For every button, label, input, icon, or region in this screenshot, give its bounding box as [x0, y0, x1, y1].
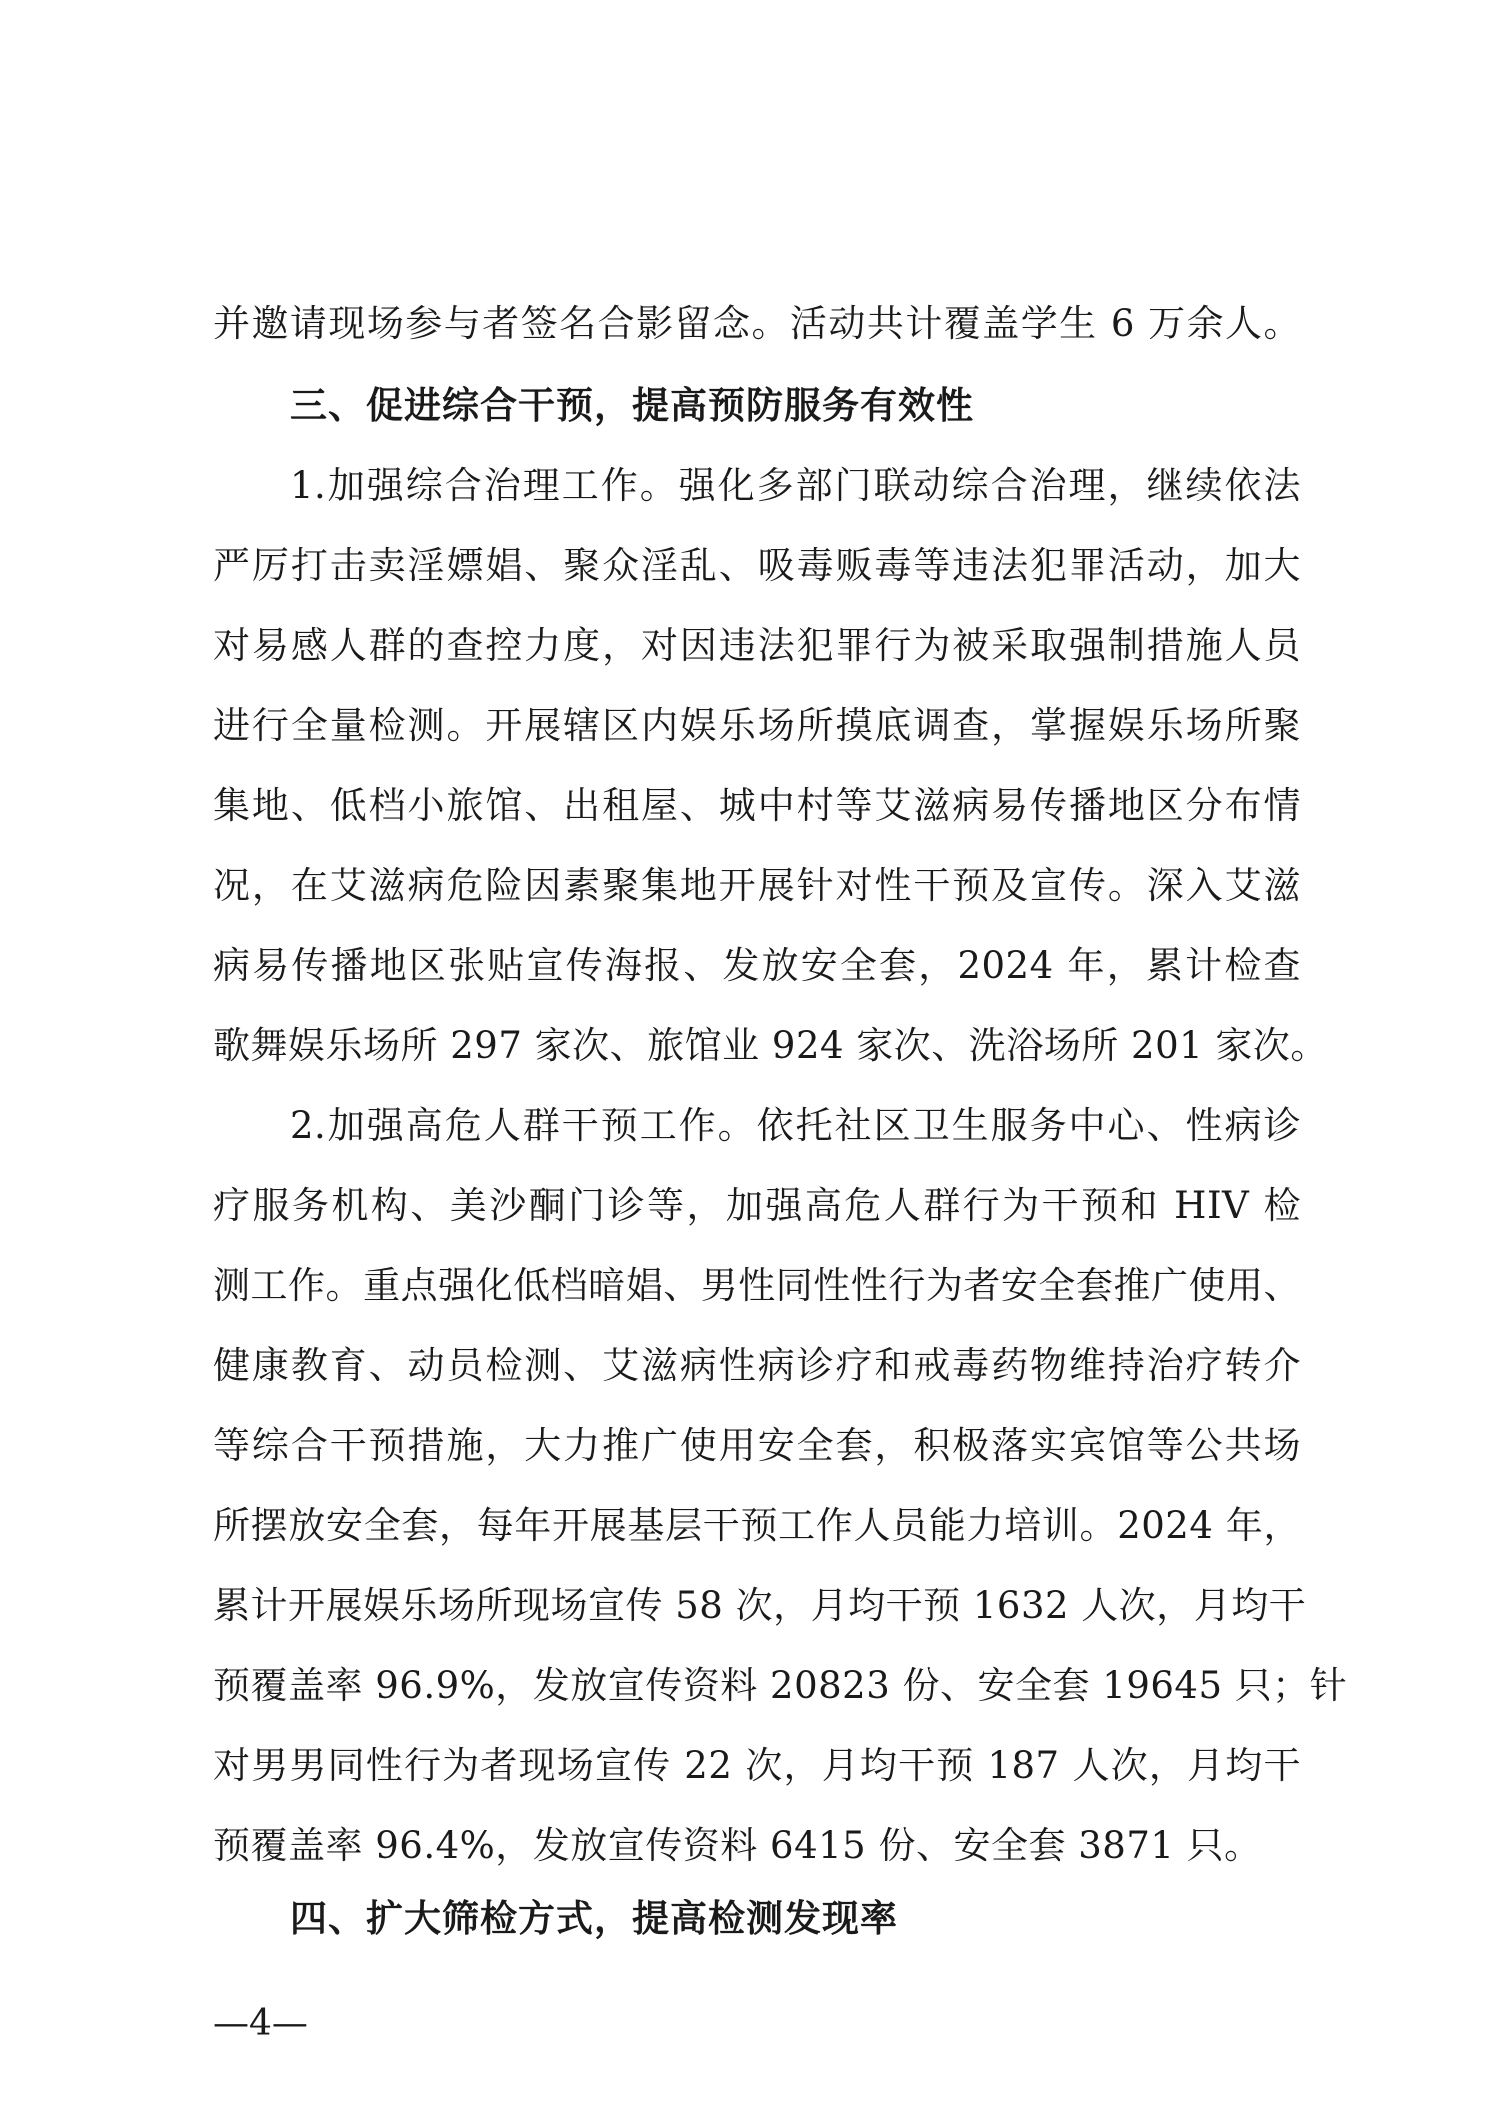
paragraph-line: 歌舞娱乐场所 297 家次、旅馆业 924 家次、洗浴场所 201 家次。: [213, 1024, 1328, 1067]
paragraph-line: 1.加强综合治理工作。强化多部门联动综合治理，继续依法: [290, 464, 1301, 507]
paragraph-line: 并邀请现场参与者签名合影留念。活动共计覆盖学生 6 万余人。: [213, 302, 1301, 345]
paragraph-line: 累计开展娱乐场所现场宣传 58 次，月均干预 1632 人次，月均干: [213, 1584, 1307, 1627]
paragraph-line: 况，在艾滋病危险因素聚集地开展针对性干预及宣传。深入艾滋: [213, 864, 1301, 907]
paragraph-line: 测工作。重点强化低档暗娼、男性同性性行为者安全套推广使用、: [213, 1264, 1301, 1307]
paragraph-line: 2.加强高危人群干预工作。依托社区卫生服务中心、性病诊: [290, 1104, 1301, 1147]
paragraph-line: 严厉打击卖淫嫖娼、聚众淫乱、吸毒贩毒等违法犯罪活动，加大: [213, 544, 1301, 587]
paragraph-line: 等综合干预措施，大力推广使用安全套，积极落实宾馆等公共场: [213, 1424, 1301, 1467]
paragraph-line: 对易感人群的查控力度，对因违法犯罪行为被采取强制措施人员: [213, 624, 1301, 667]
paragraph-line: 预覆盖率 96.9%，发放宣传资料 20823 份、安全套 19645 只；针: [213, 1664, 1348, 1707]
paragraph-line: 预覆盖率 96.4%，发放宣传资料 6415 份、安全套 3871 只。: [213, 1824, 1262, 1867]
section-heading: 四、扩大筛检方式，提高检测发现率: [290, 1897, 898, 1940]
paragraph-line: 对男男同性行为者现场宣传 22 次，月均干预 187 人次，月均干: [213, 1744, 1301, 1787]
section-heading: 三、促进综合干预，提高预防服务有效性: [290, 384, 974, 427]
page-number: —4—: [213, 2003, 308, 2044]
paragraph-line: 健康教育、动员检测、艾滋病性病诊疗和戒毒药物维持治疗转介: [213, 1344, 1301, 1387]
paragraph-line: 集地、低档小旅馆、出租屋、城中村等艾滋病易传播地区分布情: [213, 784, 1301, 827]
paragraph-line: 进行全量检测。开展辖区内娱乐场所摸底调查，掌握娱乐场所聚: [213, 704, 1301, 747]
paragraph-line: 疗服务机构、美沙酮门诊等，加强高危人群行为干预和 HIV 检: [213, 1184, 1301, 1227]
paragraph-line: 病易传播地区张贴宣传海报、发放安全套，2024 年，累计检查: [213, 944, 1301, 987]
paragraph-line: 所摆放安全套，每年开展基层干预工作人员能力培训。2024 年，: [213, 1504, 1301, 1547]
